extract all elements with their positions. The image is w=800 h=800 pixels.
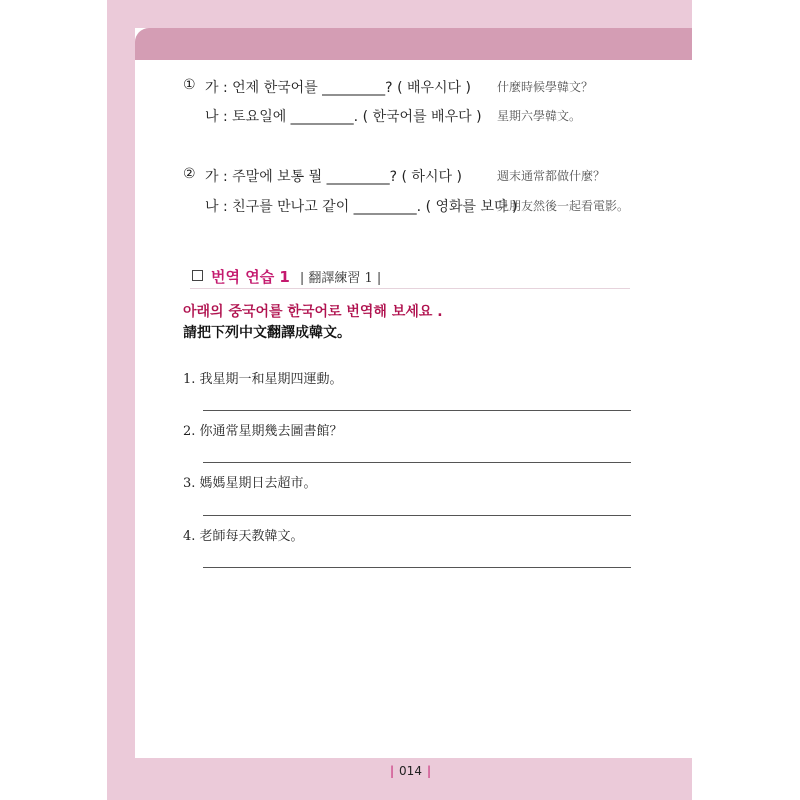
exercise-item-4: 4. 老師每天教韓文。 (183, 529, 304, 544)
dialogue-2-line-a: 가 : 주말에 보통 뭘 _________? ( 하시다 ) (205, 169, 462, 185)
dialogue-1-line-b-translation: 星期六學韓文。 (497, 109, 582, 123)
left-margin-band (107, 0, 135, 800)
page-number-value: 014 (399, 764, 422, 778)
dialogue-2-line-b-translation: 見朋友然後一起看電影。 (497, 199, 630, 213)
exercise-item-2: 2. 你通常星期幾去圖書館？ (183, 424, 343, 439)
dialogue-1-number: ① (183, 77, 196, 93)
dialogue-1-line-a: 가 : 언제 한국어를 _________? ( 배우시다 ) (205, 80, 471, 96)
checkbox-square-icon (192, 270, 203, 281)
exercise-item-1: 1. 我星期一和星期四運動。 (183, 372, 343, 387)
instruction-chinese: 請把下列中文翻譯成韓文。 (183, 325, 351, 341)
dialogue-2-line-b: 나 : 친구를 만나고 같이 _________. ( 영화를 보다 ) (205, 199, 518, 215)
section-divider (190, 288, 630, 289)
exercise-item-3: 3. 媽媽星期日去超市。 (183, 476, 317, 491)
dialogue-2-number: ② (183, 166, 196, 182)
dialogue-1-line-b: 나 : 토요일에 _________. ( 한국어를 배우다 ) (205, 109, 482, 125)
section-title (192, 266, 381, 287)
answer-line-2[interactable] (203, 462, 631, 463)
page-header-band (135, 28, 692, 60)
dialogue-2-line-a-translation: 週末通常都做什麼？ (497, 169, 606, 183)
dialogue-1-line-a-translation: 什麼時候學韓文？ (497, 80, 594, 94)
page-number-bar-right: | (426, 764, 431, 778)
answer-line-3[interactable] (203, 515, 631, 516)
answer-line-1[interactable] (203, 410, 631, 411)
page-number (385, 764, 436, 778)
right-margin (692, 0, 800, 800)
instruction-korean: 아래의 중국어를 한국어로 번역해 보세요 . (183, 304, 443, 320)
page-number-bar-left: | (390, 764, 395, 778)
answer-line-4[interactable] (203, 567, 631, 568)
section-title-korean: 번역 연습 1 (211, 268, 290, 286)
section-title-chinese: | 翻譯練習 1 | (299, 271, 382, 286)
top-margin-band (107, 0, 692, 28)
